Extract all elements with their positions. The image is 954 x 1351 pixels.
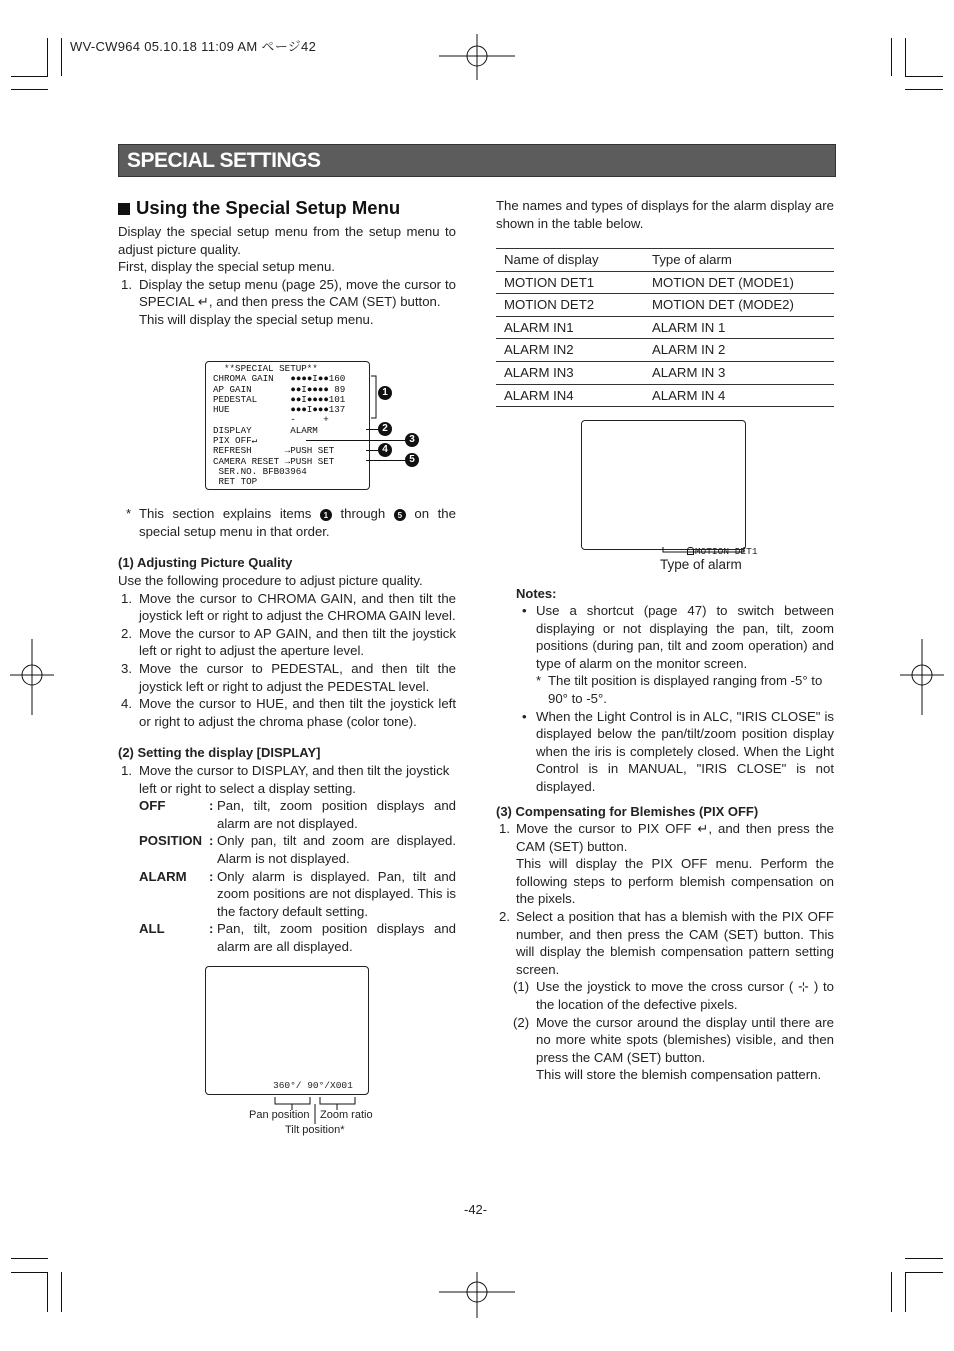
right-intro: The names and types of displays for the alarm display are shown in the table below. [496, 198, 834, 231]
sec3-step-2: Select a position that has a blemish with the PIX OFF number, and then press the CAM (SET) button. This will display the blemish compensation pattern setting screen. [516, 908, 834, 977]
position-display-monitor [205, 966, 369, 1095]
table-header-row [496, 249, 834, 272]
alarm-caption: Type of alarm [660, 557, 742, 572]
table-cell: ALARM IN2 [496, 339, 644, 362]
table-cell: MOTION DET (MODE1) [644, 271, 834, 294]
subsection-title: Using the Special Setup Menu [118, 197, 400, 219]
display-option [118, 832, 456, 867]
tilt-position-label: Tilt position* [285, 1124, 345, 1136]
registration-mark-right [898, 637, 946, 717]
option-colon: : [209, 833, 214, 849]
sec3-sub-2b: This will store the blemish compensation pattern. [536, 1067, 822, 1083]
menu-line: REFRESH →PUSH SET [213, 445, 335, 457]
sec1-title: (1) Adjusting Picture Quality [118, 555, 293, 570]
option-key: POSITION [139, 833, 203, 849]
menu-line: AP GAIN ●●I●●●● 89 [213, 383, 346, 395]
table-header-cell: Type of alarm [644, 249, 834, 272]
registration-mark-bottom [437, 1270, 517, 1320]
step-text: Move the cursor to HUE, and then tilt the joystick left or right to adjust the chroma phase (color tone). [139, 696, 456, 729]
display-option [118, 868, 456, 921]
table-cell: ALARM IN 2 [644, 339, 834, 362]
menu-line: **SPECIAL SETUP** [213, 363, 318, 374]
section-header-bar [118, 144, 836, 177]
sec3-sub-2: Move the cursor around the display until there are no more white spots (blemishes) visible, and then press the CAM (SET) button. [536, 1014, 834, 1065]
table-header-cell: Name of display [496, 249, 644, 272]
marker-2: 2 [378, 422, 392, 436]
list-item [118, 695, 456, 730]
step-number: 1. [121, 276, 132, 292]
notes-title: Notes: [516, 586, 557, 601]
menu-line: RET TOP [213, 476, 258, 488]
sec3-sub-1: Use the joystick to move the cross cursor ( ⊹ ) to the location of the defective pixels. [536, 979, 834, 1012]
display-option [118, 797, 456, 832]
step-text: Move the cursor to PEDESTAL, and then tilt the joystick left or right to adjust the PEDESTAL level. [139, 660, 456, 694]
step-number: 3. [121, 660, 132, 676]
option-desc: Only alarm is displayed. Pan, tilt and zoom positions are not displayed. This is the factory default setting. [217, 868, 456, 919]
option-key: ALARM [139, 868, 187, 884]
option-desc: Pan, tilt, zoom position displays and alarm are all displayed. [217, 921, 456, 954]
table-row [496, 294, 834, 317]
table-cell: ALARM IN3 [496, 361, 644, 384]
option-key: OFF [139, 798, 166, 814]
step-text-b: This will display the special setup menu. [139, 311, 374, 327]
table-row [496, 361, 834, 384]
step-number: 2. [121, 625, 132, 641]
menu-line: CAMERA RESET →PUSH SET [213, 455, 335, 467]
menu-line: HUE ●●●I●●●137 [213, 404, 346, 416]
registration-mark-left [8, 637, 56, 717]
intro-paragraph-2: First, display the special setup menu. [118, 259, 335, 275]
step-text: Display the setup menu (page 25), move the cursor to SPECIAL ↵, and then press the CAM (SET) button. [139, 276, 456, 310]
step-text: Move the cursor to CHROMA GAIN, and then tilt the joystick left or right to adjust the CHROMA GAIN level. [139, 590, 456, 624]
note-1: Use a shortcut (page 47) to switch between displaying or not displaying the pan, tilt, zoom positions (during pan, tilt and zoom operation) and type of alarm on the monitor screen. [536, 603, 834, 671]
table-cell: ALARM IN 3 [644, 361, 834, 384]
marker-ref-5: 5 [394, 509, 406, 521]
footnote: * This section explains items 1 through 5 on the special setup menu in that order. [126, 506, 456, 539]
table-row [496, 271, 834, 294]
list-item [118, 590, 456, 625]
pan-position-label: Pan position [249, 1109, 310, 1121]
marker-1: 1 [378, 386, 392, 400]
note-2: When the Light Control is in ALC, "IRIS CLOSE" is displayed below the pan/tilt/zoom position display when the iris is completely closed. When the Light Control is in MANUAL, "IRIS CLOSE" is not displayed. [536, 708, 834, 794]
table-cell: ALARM IN1 [496, 316, 644, 339]
notes-body: • Use a shortcut (page 47) to switch between displaying or not displaying the pan, tilt, zoom positions (during pan, tilt and zoom operation) and type of alarm on the monitor screen. * The tilt position is displayed ranging from -5° to 90° to -5°. • When the Light Control is in ALC, "IRIS CLOSE" is displayed below the pan/tilt/zoom position display when the iris is completely closed. When the Light Control is in MANUAL, "IRIS CLOSE" is not displayed. [522, 603, 834, 794]
sec3-step-1: Move the cursor to PIX OFF ↵, and then press the CAM (SET) button. [516, 821, 834, 854]
menu-line: DISPLAY ALARM [213, 424, 318, 436]
menu-markers [370, 361, 430, 481]
alarm-table [496, 248, 834, 407]
marker-3: 3 [405, 433, 419, 447]
table-cell: ALARM IN 4 [644, 384, 834, 407]
list-item [118, 660, 456, 695]
sec1-body: Use the following procedure to adjust picture quality. 1. Move the cursor to CHROMA GAIN, and then tilt the joystick left or right to adjust the CHROMA GAIN level. 2. Move the cursor to AP GAIN, and then tilt the joystick left or right to adjust the aperture level. 3. Move the cursor to PEDESTAL, and then tilt the joystick left or right to adjust the PEDESTAL level. 4. Move the cursor to HUE, and then tilt the joystick left or right to adjust the chroma phase (color tone). [118, 573, 456, 729]
option-desc: Pan, tilt, zoom position displays and alarm are not displayed. [217, 798, 456, 831]
marker-4: 4 [378, 443, 392, 457]
table-cell: ALARM IN4 [496, 384, 644, 407]
special-setup-menu-screen [205, 361, 370, 490]
sec3-title: (3) Compensating for Blemishes (PIX OFF) [496, 804, 759, 819]
bullet-icon: • [522, 708, 527, 724]
display-option [118, 920, 456, 955]
list-item [118, 625, 456, 660]
table-row [496, 316, 834, 339]
zoom-ratio-label: Zoom ratio [320, 1109, 373, 1121]
bullet-icon: • [522, 603, 527, 618]
alarm-display-monitor [581, 420, 758, 557]
table-row [496, 384, 834, 407]
table-cell: ALARM IN 1 [644, 316, 834, 339]
menu-line: PEDESTAL ●●I●●●●101 [213, 393, 346, 405]
menu-line: - + [213, 414, 329, 426]
sec3-body: 1. Move the cursor to PIX OFF ↵, and then press the CAM (SET) button. This will display the PIX OFF menu. Perform the following steps to perform blemish compensation on the pixels. 2. Select a position that has a blemish with the PIX OFF number, and then press the CAM (SET) button. This will display the blemish compensation pattern setting screen. (1) Use the joystick to move the cross cursor ( ⊹ ) to the location of the defective pixels. (2) Move the cursor around the display until there are no more white spots (blemishes) visible, and then press the CAM (SET) button. This will store the blemish compensation pattern. [499, 821, 834, 1083]
square-bullet-icon [118, 203, 130, 215]
option-colon: : [209, 868, 214, 884]
menu-lines [213, 364, 345, 488]
step-text: Move the cursor to AP GAIN, and then tilt the joystick left or right to adjust the aperture level. [139, 625, 456, 659]
table-cell: MOTION DET1 [496, 271, 644, 294]
option-colon: : [209, 798, 214, 814]
step-number: 1. [121, 590, 132, 606]
note-1-sub: The tilt position is displayed ranging from -5° to 90° to -5°. [548, 673, 823, 706]
table-cell: MOTION DET2 [496, 294, 644, 317]
menu-line: PIX OFF↵ [213, 435, 258, 447]
alarm-readout: MOTION DET1 [664, 535, 758, 568]
position-readout: 360°/ 90°/X001 [273, 1080, 353, 1091]
marker-ref-1: 1 [320, 509, 332, 521]
sec3-step-1b: This will display the PIX OFF menu. Perform the following steps to perform blemish compensation on the pixels. [516, 856, 834, 907]
sec2-body: 1. Move the cursor to DISPLAY, and then tilt the joystick left or right to select a display setting. OFF : Pan, tilt, zoom position displays and alarm are not displayed. POSITION : Only pan, tilt and zoom are displayed. Alarm is not displayed. ALARM : Only alarm is displayed. Pan, tilt and zoom positions are not displayed. This is the factory default setting. ALL : Pan, tilt, zoom position displays and alarm are all displayed. [118, 762, 456, 956]
table-row [496, 339, 834, 362]
sec2-title: (2) Setting the display [DISPLAY] [118, 745, 321, 760]
intro-block [118, 223, 456, 329]
option-key: ALL [139, 921, 165, 937]
page-number: -42- [464, 1202, 488, 1217]
step-number: 4. [121, 696, 132, 712]
option-colon: : [209, 921, 214, 937]
intro-paragraph: Display the special setup menu from the setup menu to adjust picture quality. [118, 224, 456, 257]
menu-line: SER.NO. BFB03964 [213, 465, 307, 477]
menu-line: CHROMA GAIN ●●●●I●●160 [213, 373, 346, 385]
table-cell: MOTION DET (MODE2) [644, 294, 834, 317]
option-desc: Only pan, tilt and zoom are displayed. Alarm is not displayed. [217, 833, 456, 866]
registration-mark-top [437, 32, 517, 82]
alarm-label-bracket [660, 546, 750, 556]
print-header: WV-CW964 05.10.18 11:09 AM ページ42 [70, 39, 317, 54]
marker-5: 5 [405, 453, 419, 467]
section-title: SPECIAL SETTINGS [127, 149, 321, 172]
